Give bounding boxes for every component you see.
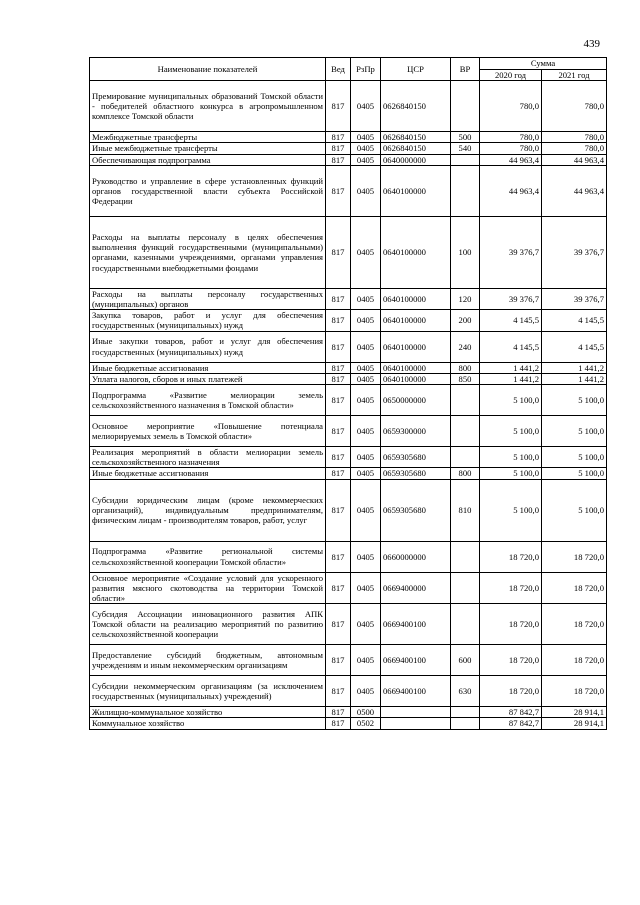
row-vr-cell: [451, 165, 480, 216]
row-name-cell: Иные бюджетные ассигнования: [90, 468, 326, 479]
row-csr-cell: 0640100000: [381, 288, 451, 309]
row-ved-cell: 817: [326, 373, 351, 384]
row-name-cell: Закупка товаров, работ и услуг для обеспечения государственных (муниципальных) нужд: [90, 310, 326, 331]
row-rzpr-cell: 0405: [351, 604, 381, 645]
row-sum-2020-cell: 18 720,0: [480, 541, 542, 572]
row-vr-cell: 630: [451, 676, 480, 707]
row-name-cell: Жилищно-коммунальное хозяйство: [90, 707, 326, 718]
row-csr-cell: 0669400000: [381, 572, 451, 604]
row-sum-2021-cell: 5 100,0: [542, 447, 607, 468]
row-ved-cell: 817: [326, 165, 351, 216]
table-row: [90, 604, 607, 645]
row-vr-cell: [451, 385, 480, 416]
row-sum-2021-cell: 18 720,0: [542, 541, 607, 572]
row-sum-2020-cell: 5 100,0: [480, 447, 542, 468]
row-rzpr-cell: 0405: [351, 373, 381, 384]
row-vr-cell: [451, 81, 480, 132]
row-sum-2020-cell: 780,0: [480, 81, 542, 132]
row-ved-cell: 817: [326, 132, 351, 143]
row-csr-cell: 0626840150: [381, 132, 451, 143]
row-name-cell: Реализация мероприятий в области мелиорации земель сельскохозяйственного назначения: [90, 447, 326, 468]
row-sum-2021-cell: 5 100,0: [542, 468, 607, 479]
row-vr-cell: 800: [451, 362, 480, 373]
row-csr-cell: 0640100000: [381, 165, 451, 216]
header-ved: Вед: [326, 58, 351, 81]
row-sum-2021-cell: 5 100,0: [542, 479, 607, 541]
row-rzpr-cell: 0405: [351, 676, 381, 707]
header-rzpr: РзПр: [351, 58, 381, 81]
row-csr-cell: 0640100000: [381, 373, 451, 384]
row-name-cell: Руководство и управление в сфере установленных функций органов государственной власти субъекта Российской Федерации: [90, 165, 326, 216]
table-row: [90, 447, 607, 468]
table-row: [90, 416, 607, 447]
row-sum-2020-cell: 780,0: [480, 132, 542, 143]
row-sum-2021-cell: 18 720,0: [542, 676, 607, 707]
row-sum-2020-cell: 5 100,0: [480, 385, 542, 416]
row-csr-cell: 0640100000: [381, 362, 451, 373]
row-ved-cell: 817: [326, 604, 351, 645]
row-sum-2021-cell: 5 100,0: [542, 416, 607, 447]
row-name-cell: Иные закупки товаров, работ и услуг для обеспечения государственных (муниципальных) нужд: [90, 331, 326, 362]
row-rzpr-cell: 0405: [351, 216, 381, 288]
budget-table: [89, 57, 607, 730]
row-rzpr-cell: 0405: [351, 165, 381, 216]
row-vr-cell: [451, 154, 480, 165]
row-ved-cell: 817: [326, 143, 351, 154]
row-sum-2020-cell: 18 720,0: [480, 604, 542, 645]
row-sum-2020-cell: 5 100,0: [480, 416, 542, 447]
row-name-cell: Иные бюджетные ассигнования: [90, 362, 326, 373]
row-name-cell: Премирование муниципальных образований Томской области - победителей областного конкурса в агропромышленном комплексе Томской области: [90, 81, 326, 132]
row-sum-2021-cell: 28 914,1: [542, 707, 607, 718]
row-name-cell: Иные межбюджетные трансферты: [90, 143, 326, 154]
row-sum-2020-cell: 39 376,7: [480, 288, 542, 309]
table-row: [90, 331, 607, 362]
row-rzpr-cell: 0405: [351, 572, 381, 604]
row-csr-cell: 0640100000: [381, 331, 451, 362]
row-csr-cell: 0659305680: [381, 468, 451, 479]
table-row: [90, 676, 607, 707]
row-vr-cell: 120: [451, 288, 480, 309]
row-ved-cell: 817: [326, 676, 351, 707]
row-vr-cell: 200: [451, 310, 480, 331]
row-vr-cell: 850: [451, 373, 480, 384]
row-rzpr-cell: 0405: [351, 331, 381, 362]
row-sum-2021-cell: 4 145,5: [542, 331, 607, 362]
table-row: [90, 216, 607, 288]
header-year-2020: 2020 год: [480, 70, 542, 81]
row-rzpr-cell: 0405: [351, 132, 381, 143]
table-row: [90, 362, 607, 373]
row-name-cell: Коммунальное хозяйство: [90, 718, 326, 729]
row-csr-cell: [381, 718, 451, 729]
row-vr-cell: [451, 604, 480, 645]
row-rzpr-cell: 0405: [351, 288, 381, 309]
row-csr-cell: 0669400100: [381, 676, 451, 707]
row-ved-cell: 817: [326, 479, 351, 541]
row-vr-cell: [451, 416, 480, 447]
row-ved-cell: 817: [326, 572, 351, 604]
row-rzpr-cell: 0500: [351, 707, 381, 718]
row-sum-2021-cell: 18 720,0: [542, 645, 607, 676]
row-sum-2020-cell: 1 441,2: [480, 362, 542, 373]
table-row: [90, 645, 607, 676]
row-vr-cell: 800: [451, 468, 480, 479]
row-sum-2020-cell: 18 720,0: [480, 676, 542, 707]
row-csr-cell: 0626840150: [381, 81, 451, 132]
row-sum-2020-cell: 18 720,0: [480, 645, 542, 676]
row-rzpr-cell: 0405: [351, 479, 381, 541]
row-sum-2021-cell: 18 720,0: [542, 604, 607, 645]
row-csr-cell: 0669400100: [381, 645, 451, 676]
row-ved-cell: 817: [326, 416, 351, 447]
row-name-cell: Расходы на выплаты персоналу государственных (муниципальных) органов: [90, 288, 326, 309]
table-row: [90, 81, 607, 132]
row-name-cell: Субсидии некоммерческим организациям (за исключением государственных (муниципальных) учреждений): [90, 676, 326, 707]
row-ved-cell: 817: [326, 645, 351, 676]
row-sum-2020-cell: 5 100,0: [480, 468, 542, 479]
row-sum-2021-cell: 28 914,1: [542, 718, 607, 729]
table-row: [90, 468, 607, 479]
row-name-cell: Предоставление субсидий бюджетным, автономным учреждениям и иным некоммерческим организациям: [90, 645, 326, 676]
row-sum-2020-cell: 18 720,0: [480, 572, 542, 604]
row-name-cell: Подпрограмма «Развитие региональной системы сельскохозяйственной кооперации Томской области»: [90, 541, 326, 572]
row-vr-cell: 810: [451, 479, 480, 541]
table-row: [90, 132, 607, 143]
row-ved-cell: 817: [326, 216, 351, 288]
row-rzpr-cell: 0405: [351, 468, 381, 479]
row-csr-cell: 0660000000: [381, 541, 451, 572]
row-vr-cell: [451, 718, 480, 729]
page-number: 439: [583, 38, 600, 50]
row-ved-cell: 817: [326, 331, 351, 362]
table-row: [90, 310, 607, 331]
row-rzpr-cell: 0405: [351, 362, 381, 373]
row-vr-cell: 240: [451, 331, 480, 362]
row-vr-cell: [451, 707, 480, 718]
row-vr-cell: 600: [451, 645, 480, 676]
row-sum-2020-cell: 87 842,7: [480, 718, 542, 729]
row-sum-2021-cell: 1 441,2: [542, 373, 607, 384]
row-sum-2021-cell: 44 963,4: [542, 154, 607, 165]
row-ved-cell: 817: [326, 310, 351, 331]
row-name-cell: Основное мероприятие «Создание условий для ускоренного развития мясного скотоводства на территории Томской области»: [90, 572, 326, 604]
row-ved-cell: 817: [326, 718, 351, 729]
row-csr-cell: 0640100000: [381, 216, 451, 288]
row-name-cell: Субсидии юридическим лицам (кроме некоммерческих организаций), индивидуальным предпринимателям, физическим лицам - производителям товаров, работ, услуг: [90, 479, 326, 541]
row-csr-cell: 0640100000: [381, 310, 451, 331]
row-sum-2020-cell: 5 100,0: [480, 479, 542, 541]
table-row: [90, 288, 607, 309]
row-name-cell: Уплата налогов, сборов и иных платежей: [90, 373, 326, 384]
row-ved-cell: 817: [326, 541, 351, 572]
row-csr-cell: 0626840150: [381, 143, 451, 154]
row-sum-2021-cell: 39 376,7: [542, 216, 607, 288]
table-row: [90, 385, 607, 416]
row-sum-2020-cell: 780,0: [480, 143, 542, 154]
row-sum-2020-cell: 4 145,5: [480, 310, 542, 331]
row-sum-2021-cell: 4 145,5: [542, 310, 607, 331]
row-sum-2020-cell: 1 441,2: [480, 373, 542, 384]
row-csr-cell: 0659305680: [381, 447, 451, 468]
row-csr-cell: 0650000000: [381, 385, 451, 416]
row-csr-cell: [381, 707, 451, 718]
row-ved-cell: 817: [326, 468, 351, 479]
header-year-2021: 2021 год: [542, 70, 607, 81]
row-sum-2021-cell: 780,0: [542, 143, 607, 154]
row-name-cell: Субсидия Ассоциации инновационного развития АПК Томской области на реализацию мероприятий по развитию сельскохозяйственной кооперации: [90, 604, 326, 645]
table-header-row: [90, 58, 607, 70]
row-name-cell: Основное мероприятие «Повышение потенциала мелиорируемых земель в Томской области»: [90, 416, 326, 447]
row-csr-cell: 0640000000: [381, 154, 451, 165]
table-row: [90, 373, 607, 384]
row-sum-2020-cell: 39 376,7: [480, 216, 542, 288]
row-ved-cell: 817: [326, 362, 351, 373]
table-row: [90, 572, 607, 604]
row-rzpr-cell: 0405: [351, 143, 381, 154]
table-row: [90, 718, 607, 729]
row-sum-2020-cell: 44 963,4: [480, 165, 542, 216]
table-body: [90, 81, 607, 729]
table-row: [90, 541, 607, 572]
row-rzpr-cell: 0405: [351, 385, 381, 416]
row-rzpr-cell: 0405: [351, 447, 381, 468]
header-csr: ЦСР: [381, 58, 451, 81]
row-sum-2021-cell: 39 376,7: [542, 288, 607, 309]
row-csr-cell: 0659305680: [381, 479, 451, 541]
row-csr-cell: 0659300000: [381, 416, 451, 447]
row-rzpr-cell: 0405: [351, 154, 381, 165]
table-row: [90, 707, 607, 718]
table-row: [90, 479, 607, 541]
row-rzpr-cell: 0502: [351, 718, 381, 729]
table-row: [90, 154, 607, 165]
table-row: [90, 165, 607, 216]
row-sum-2021-cell: 780,0: [542, 81, 607, 132]
row-csr-cell: 0669400100: [381, 604, 451, 645]
row-ved-cell: 817: [326, 385, 351, 416]
row-sum-2020-cell: 44 963,4: [480, 154, 542, 165]
table-row: [90, 143, 607, 154]
header-sum: Сумма: [480, 58, 607, 70]
row-sum-2021-cell: 44 963,4: [542, 165, 607, 216]
row-ved-cell: 817: [326, 447, 351, 468]
row-sum-2021-cell: 1 441,2: [542, 362, 607, 373]
row-name-cell: Межбюджетные трансферты: [90, 132, 326, 143]
row-rzpr-cell: 0405: [351, 416, 381, 447]
row-ved-cell: 817: [326, 707, 351, 718]
row-sum-2020-cell: 87 842,7: [480, 707, 542, 718]
row-ved-cell: 817: [326, 288, 351, 309]
row-vr-cell: [451, 541, 480, 572]
row-vr-cell: 540: [451, 143, 480, 154]
row-name-cell: Подпрограмма «Развитие мелиорации земель сельскохозяйственного назначения в Томской области»: [90, 385, 326, 416]
row-rzpr-cell: 0405: [351, 310, 381, 331]
row-sum-2021-cell: 780,0: [542, 132, 607, 143]
row-vr-cell: [451, 572, 480, 604]
row-rzpr-cell: 0405: [351, 81, 381, 132]
row-ved-cell: 817: [326, 154, 351, 165]
row-sum-2021-cell: 18 720,0: [542, 572, 607, 604]
row-vr-cell: 100: [451, 216, 480, 288]
row-ved-cell: 817: [326, 81, 351, 132]
row-vr-cell: 500: [451, 132, 480, 143]
header-vr: ВР: [451, 58, 480, 81]
row-sum-2020-cell: 4 145,5: [480, 331, 542, 362]
row-vr-cell: [451, 447, 480, 468]
row-name-cell: Обеспечивающая подпрограмма: [90, 154, 326, 165]
row-rzpr-cell: 0405: [351, 541, 381, 572]
row-name-cell: Расходы на выплаты персоналу в целях обеспечения выполнения функций государственными (муниципальными) органами, казенными учреждениями, органами управления государственными внебюджетными фондами: [90, 216, 326, 288]
row-rzpr-cell: 0405: [351, 645, 381, 676]
header-name: Наименование показателей: [90, 58, 326, 81]
row-sum-2021-cell: 5 100,0: [542, 385, 607, 416]
